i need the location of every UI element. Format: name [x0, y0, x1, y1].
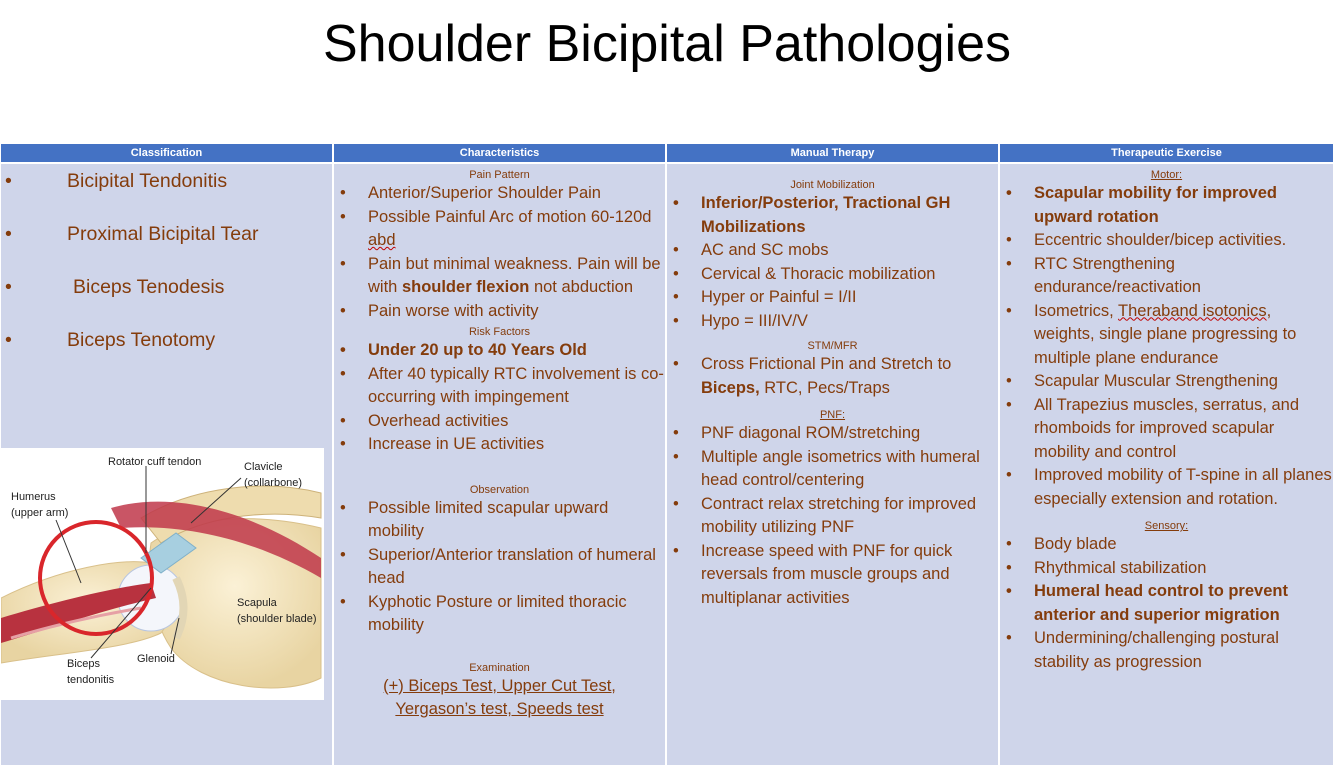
list-item: • Superior/Anterior translation of humeral head	[334, 544, 665, 591]
list-item: • Improved mobility of T-spine in all planes especially extension and rotation.	[1000, 464, 1333, 511]
list-item: • Inferior/Posterior, Tractional GH Mobilizations	[667, 192, 998, 239]
list-item: • Increase in UE activities	[334, 433, 665, 457]
list-item: • PNF diagonal ROM/stretching	[667, 422, 998, 446]
list-item: • Contract relax stretching for improved mobility utilizing PNF	[667, 493, 998, 540]
motor-list	[1000, 182, 1333, 511]
examination-line: Yergason’s test, Speeds test	[395, 700, 604, 718]
pain-pattern-list	[334, 182, 665, 323]
list-item: • Increase speed with PNF for quick reversals from muscle groups and multiplanar activities	[667, 540, 998, 611]
list-item: • Hyper or Painful = I/II	[667, 286, 998, 310]
list-item: • Multiple angle isometrics with humeral head control/centering	[667, 446, 998, 493]
list-item: • Pain worse with activity	[334, 300, 665, 324]
characteristics-cell	[334, 164, 665, 765]
list-item: • Anterior/Superior Shoulder Pain	[334, 182, 665, 206]
joint-mobilization-list	[667, 192, 998, 333]
classification-item: • Biceps Tenodesis	[1, 275, 332, 299]
list-item: • Pain but minimal weakness. Pain will be with shoulder flexion not abduction	[334, 253, 665, 300]
classification-item: • Proximal Bicipital Tear	[1, 222, 332, 246]
sensory-list	[1000, 533, 1333, 674]
list-item: • Possible limited scapular upward mobility	[334, 497, 665, 544]
sensory-heading: Sensory:	[1144, 520, 1189, 532]
list-item: • Scapular mobility for improved upward rotation	[1000, 182, 1333, 229]
header-classification: Classification	[1, 144, 332, 162]
risk-factors-list	[334, 339, 665, 457]
pnf-list	[667, 422, 998, 610]
label-tendonitis: tendonitis	[67, 674, 115, 686]
classification-item: • Bicipital Tendonitis	[1, 169, 332, 193]
header-characteristics: Characteristics	[334, 144, 665, 162]
header-therapeutic-exercise: Therapeutic Exercise	[1000, 144, 1333, 162]
stm-mfr-heading: STM/MFR	[807, 340, 858, 352]
list-item: • Body blade	[1000, 533, 1333, 557]
list-item: • RTC Strengthening endurance/reactivation	[1000, 253, 1333, 300]
list-item: • Eccentric shoulder/bicep activities.	[1000, 229, 1333, 253]
list-item: • After 40 typically RTC involvement is co-occurring with impingement	[334, 363, 665, 410]
pathology-table	[1, 144, 1333, 765]
label-scapula: Scapula	[237, 597, 277, 609]
classification-cell	[1, 164, 332, 765]
list-item: • Humeral head control to prevent anterior and superior migration	[1000, 580, 1333, 627]
classification-item: • Biceps Tenotomy	[1, 328, 332, 352]
pnf-heading: PNF:	[819, 409, 846, 421]
list-item: • Undermining/challenging postural stability as progression	[1000, 627, 1333, 674]
label-biceps: Biceps	[67, 658, 101, 670]
risk-factors-heading: Risk Factors	[468, 326, 531, 338]
label-glenoid: Glenoid	[137, 653, 175, 665]
therapeutic-exercise-cell	[1000, 164, 1333, 765]
joint-mobilization-heading: Joint Mobilization	[790, 179, 875, 191]
label-upper-arm: (upper arm)	[11, 507, 69, 519]
label-clavicle: Clavicle	[244, 461, 283, 473]
list-item: • Under 20 up to 40 Years Old	[334, 339, 665, 363]
manual-therapy-cell	[667, 164, 998, 765]
list-item: • Scapular Muscular Strengthening	[1000, 370, 1333, 394]
list-item: • Hypo = III/IV/V	[667, 310, 998, 334]
stm-list	[667, 353, 998, 400]
pain-pattern-heading: Pain Pattern	[469, 169, 530, 181]
shoulder-anatomy-illustration	[1, 448, 324, 700]
list-item: • All Trapezius muscles, serratus, and rhomboids for improved scapular mobility and control	[1000, 394, 1333, 465]
label-rotator-cuff: Rotator cuff tendon	[108, 456, 202, 468]
examination-heading: Examination	[469, 661, 530, 674]
page-title: Shoulder Bicipital Pathologies	[323, 15, 1011, 73]
list-item: • Kyphotic Posture or limited thoracic mobility	[334, 591, 665, 638]
list-item: • Isometrics, Theraband isotonics, weights, single plane progressing to multiple plane endurance	[1000, 300, 1333, 371]
header-manual-therapy: Manual Therapy	[667, 144, 998, 162]
examination-line: (+) Biceps Test, Upper Cut Test,	[383, 676, 616, 695]
list-item: • Rhythmical stabilization	[1000, 557, 1333, 581]
label-collarbone: (collarbone)	[244, 477, 303, 489]
list-item: • AC and SC mobs	[667, 239, 998, 263]
observation-list	[334, 497, 665, 638]
list-item: • Cross Frictional Pin and Stretch to Biceps, RTC, Pecs/Traps	[667, 353, 998, 400]
classification-list	[1, 169, 332, 352]
list-item: • Cervical & Thoracic mobilization	[667, 263, 998, 287]
label-humerus: Humerus	[11, 491, 56, 503]
label-shoulder-blade: (shoulder blade)	[237, 613, 317, 625]
observation-heading: Observation	[469, 483, 530, 496]
list-item: • Overhead activities	[334, 410, 665, 434]
motor-heading: Motor:	[1150, 169, 1183, 181]
list-item: • Possible Painful Arc of motion 60-120d abd	[334, 206, 665, 253]
shoulder-anatomy-figure	[1, 448, 324, 700]
